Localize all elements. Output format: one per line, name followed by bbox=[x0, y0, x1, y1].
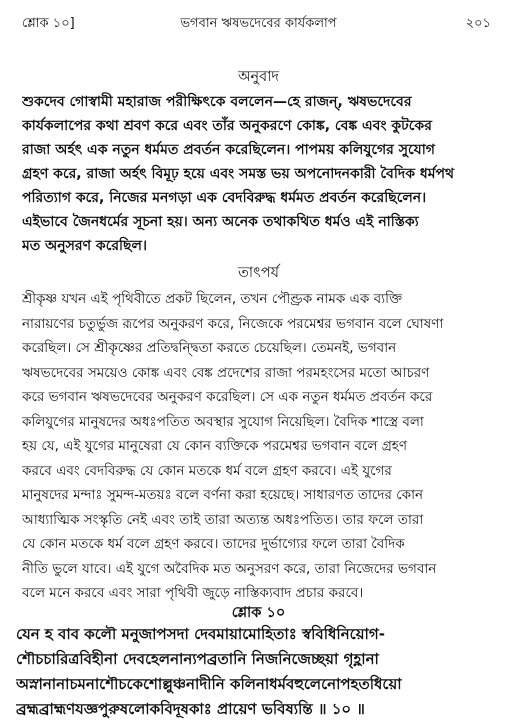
purport-line: হয় যে, এই যুগের মানুষেরা যে কোন ব্যক্তিকে পরমেশ্বর ভগবান বলে গ্রহণ bbox=[22, 438, 408, 454]
verse-heading: শ্লোক ১০ bbox=[231, 605, 286, 621]
verse-line: যেন হ বাব কলৌ মনুজাপসদা দেবমায়ামোহিতাঃ স্ববিধিনিয়োগ- bbox=[16, 625, 385, 643]
purport-line: নারায়ণের চতুর্ভুজ রূপের অনুকরণ করে, নিজেকে পরমেশ্বর ভগবান বলে ঘোষণা bbox=[22, 315, 444, 332]
verse-line: ব্রহ্মব্রাহ্মণযজ্ঞপুরুষলোকবিদূষকাঃ প্রায়েণ ভবিষ্যন্তি ॥ ১০ ॥ bbox=[16, 700, 365, 718]
translation-heading: অনুবাদ bbox=[237, 69, 280, 85]
translation-line: মত অনুসরণ করেছিল। bbox=[22, 238, 147, 254]
running-header-verse-ref: শ্লোক ১০] bbox=[22, 16, 75, 31]
purport-line: মানুষদের মন্দাঃ সুমন্দ-মতয়ঃ বলে বর্ণনা করা হয়েছে। সাধারণত তাদের কোন bbox=[22, 487, 424, 503]
translation-line: রাজা অর্হৎ এক নতুন ধর্মমত প্রবর্তন করেছিলেন। পাপময় কলিযুগের সুযোগ bbox=[22, 142, 435, 158]
translation-line: এইভাবে জৈনধর্মের সূচনা হয়। অন্য অনেক তথাকথিত ধর্মও এই নাস্তিক্য bbox=[22, 214, 419, 230]
purport-line: শ্রীকৃষ্ণ যখন এই পৃথিবীতে প্রকট ছিলেন, তখন পৌণ্ড্রক নামক এক ব্যক্তি bbox=[22, 291, 403, 307]
running-header-chapter-title: ভগবান ঋষভদেবের কার্যকলাপ bbox=[180, 16, 337, 31]
translation-body bbox=[22, 90, 500, 258]
page-number: ২০১ bbox=[465, 16, 491, 31]
purport-line: ঋষভদেবের সময়েও কোঙ্ক এবং বেঙ্ক প্রদেশের রাজা পরমহংসের মতো আচরণ bbox=[22, 364, 430, 381]
purport-line: নীতি ভুলে যাবে। এই যুগে অবৈদিক মত অনুসরণ করে, তারা নিজেদের ভগবান bbox=[22, 560, 437, 577]
purport-heading: তাৎপর্য bbox=[237, 265, 280, 281]
translation-line: পরিত্যাগ করে, নিজের মনগড়া এক বেদবিরুদ্ধ ধর্মমত প্রবর্তন করেছিলেন। bbox=[22, 190, 427, 206]
purport-line: করেছিল। সে শ্রীকৃষ্ণের প্রতিদ্বন্দ্বিতা করতে চেয়েছিল। তেমনই, ভগবান bbox=[22, 340, 397, 356]
translation-line: কার্যকলাপের কথা শ্রবণ করে এবং তাঁর অনুকরণে কোঙ্ক, বেঙ্ক এবং কুটকের bbox=[22, 118, 432, 134]
sanskrit-verse bbox=[16, 622, 506, 722]
purport-line: আধ্যাত্মিক সংস্কৃতি নেই এবং তাই তারা অত্যন্ত অধঃপতিত। তার ফলে তারা bbox=[22, 511, 424, 528]
purport-line: করবে এবং বেদবিরুদ্ধ যে কোন মতকে ধর্ম বলে গ্রহণ করবে। এই যুগের bbox=[22, 462, 392, 479]
verse-line: অস্নানানাচমনাশৌচকেশোল্লুঞ্চনাদীনি কলিনাধর্মবহুলেনোপহতধিয়ো bbox=[16, 675, 402, 693]
verse-line: শৌচচারিত্রবিহীনা দেবহেলনান্যপব্রতানি নিজনিজেচ্ছয়া গৃহ্ণানা bbox=[16, 650, 379, 668]
purport-line: কলিযুগের মানুষদের অধঃপতিত অবস্থার সুযোগ নিয়েছিল। বৈদিক শাস্ত্রে বলা bbox=[22, 413, 424, 430]
purport-line: বলে মনে করবে এবং সারা পৃথিবী জুড়ে নাস্তিক্যবাদ প্রচার করবে। bbox=[22, 585, 364, 601]
purport-line: যে কোন মতকে ধর্ম বলে গ্রহণ করবে। তাদের দুর্ভাগ্যের ফলে তারা বৈদিক bbox=[22, 536, 405, 552]
purport-body bbox=[22, 287, 500, 606]
translation-line: শুকদেব গোস্বামী মহারাজ পরীক্ষিৎকে বললেন—হে রাজন্, ঋষভদেবের bbox=[22, 94, 412, 110]
translation-line: গ্রহণ করে, রাজা অর্হৎ বিমূঢ় হয়ে এবং সমস্ত ভয় অপনোদনকারী বৈদিক ধর্মপথ bbox=[22, 166, 455, 182]
purport-line: করে ভগবান ঋষভদেবের অনুকরণ করেছিল। সে এক নতুন ধর্মমত প্রবর্তন করে bbox=[22, 389, 433, 405]
